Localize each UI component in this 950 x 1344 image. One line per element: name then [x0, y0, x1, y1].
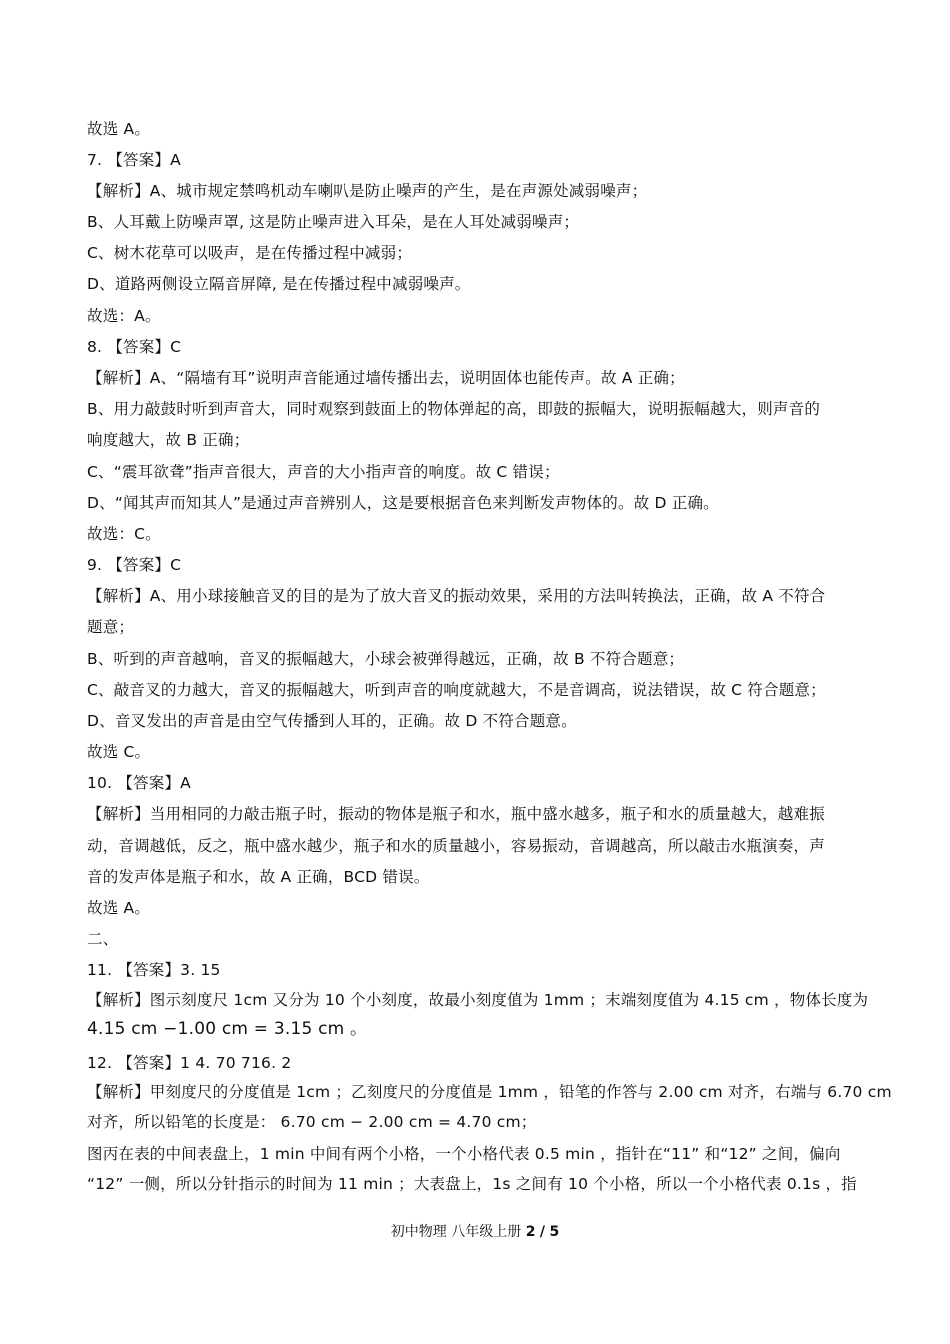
text-line: D、道路两侧设立隔音屏障, 是在传播过程中减弱噪声。 [87, 275, 471, 293]
page-footer [0, 1222, 950, 1242]
text-line: 【解析】A、城市规定禁鸣机动车喇叭是防止噪声的产生，是在声源处减弱噪声； [87, 182, 648, 200]
text-line: 响度越大，故 B 正确； [87, 431, 250, 449]
answer-heading-8: 8. 【答案】C [87, 338, 182, 356]
answer-heading-11: 11. 【答案】3. 15 [87, 961, 221, 979]
page-number-total: 5 [549, 1224, 560, 1240]
text-line: D、音叉发出的声音是由空气传播到人耳的，正确。故 D 不符合题意。 [87, 712, 577, 730]
text-line: 故选 A。 [87, 120, 151, 138]
text-line: 【解析】图示刻度尺 1cm 又分为 10 个小刻度，故最小刻度值为 1mm ；末端刻度值为 4.15 cm ，物体长度为 [87, 991, 869, 1009]
text-line: 【解析】当用相同的力敲击瓶子时，振动的物体是瓶子和水，瓶中盛水越多，瓶子和水的质量越大，越难振 [87, 805, 825, 823]
formula-line: 4.15 cm −1.00 cm = 3.15 cm 。 [87, 1019, 368, 1039]
text-line: 故选：C。 [87, 525, 161, 543]
text-line: 图丙在表的中间表盘上，1 min 中间有两个小格，一个小格代表 0.5 min ，指针在“11” 和“12” 之间，偏向 [87, 1145, 841, 1163]
text-line: 故选：A。 [87, 307, 161, 325]
text-line: C、树木花草可以吸声，是在传播过程中减弱； [87, 244, 413, 262]
answer-heading-10: 10. 【答案】A [87, 774, 191, 792]
text-line: 故选 C。 [87, 743, 151, 761]
text-line: 音的发声体是瓶子和水，故 A 正确，BCD 错误。 [87, 868, 430, 886]
text-line: 题意； [87, 618, 135, 636]
text-line: C、“震耳欲聋”指声音很大，声音的大小指声音的响度。故 C 错误； [87, 463, 560, 481]
text-line: 对齐，所以铅笔的长度是： 6.70 cm − 2.00 cm = 4.70 cm； [87, 1113, 537, 1131]
text-line: 动，音调越低，反之，瓶中盛水越少，瓶子和水的质量越小，容易振动，音调越高，所以敲击水瓶演奏，声 [87, 837, 825, 855]
footer-subject: 初中物理 八年级上册 [390, 1224, 522, 1240]
text-line: D、“闻其声而知其人”是通过声音辨别人，这是要根据音色来判断发声物体的。故 D 正确。 [87, 494, 719, 512]
text-line: B、听到的声音越响，音叉的振幅越大，小球会被弹得越远，正确，故 B 不符合题意； [87, 650, 685, 668]
text-line: 【解析】甲刻度尺的分度值是 1cm ；乙刻度尺的分度值是 1mm ，铅笔的作答与 2.00 cm 对齐，右端与 6.70 cm [87, 1083, 892, 1101]
answer-heading-12: 12. 【答案】1 4. 70 716. 2 [87, 1054, 292, 1072]
page-number-current: 2 [525, 1224, 536, 1240]
page-number-separator: / [539, 1224, 546, 1240]
text-line: B、用力敲鼓时听到声音大，同时观察到鼓面上的物体弹起的高，即鼓的振幅大，说明振幅越大，则声音的 [87, 400, 821, 418]
answer-heading-7: 7. 【答案】A [87, 151, 181, 169]
text-line: B、人耳戴上防噪声罩, 这是防止噪声进入耳朵，是在人耳处减弱噪声； [87, 213, 580, 231]
answer-heading-9: 9. 【答案】C [87, 556, 182, 574]
text-line: 【解析】A、用小球接触音叉的目的是为了放大音叉的振动效果，采用的方法叫转换法，正确，故 A 不符合 [87, 587, 826, 605]
text-line: 故选 A。 [87, 899, 151, 917]
text-line: C、敲音叉的力越大，音叉的振幅越大，听到声音的响度就越大，不是音调高，说法错误，故 C 符合题意； [87, 681, 826, 699]
text-line: “12” 一侧，所以分针指示的时间为 11 min ；大表盘上，1s 之间有 10 个小格，所以一个小格代表 0.1s ，指 [87, 1175, 857, 1193]
section-heading: 二、 [87, 930, 119, 948]
text-line: 【解析】A、“隔墙有耳”说明声音能通过墙传播出去，说明固体也能传声。故 A 正确； [87, 369, 685, 387]
